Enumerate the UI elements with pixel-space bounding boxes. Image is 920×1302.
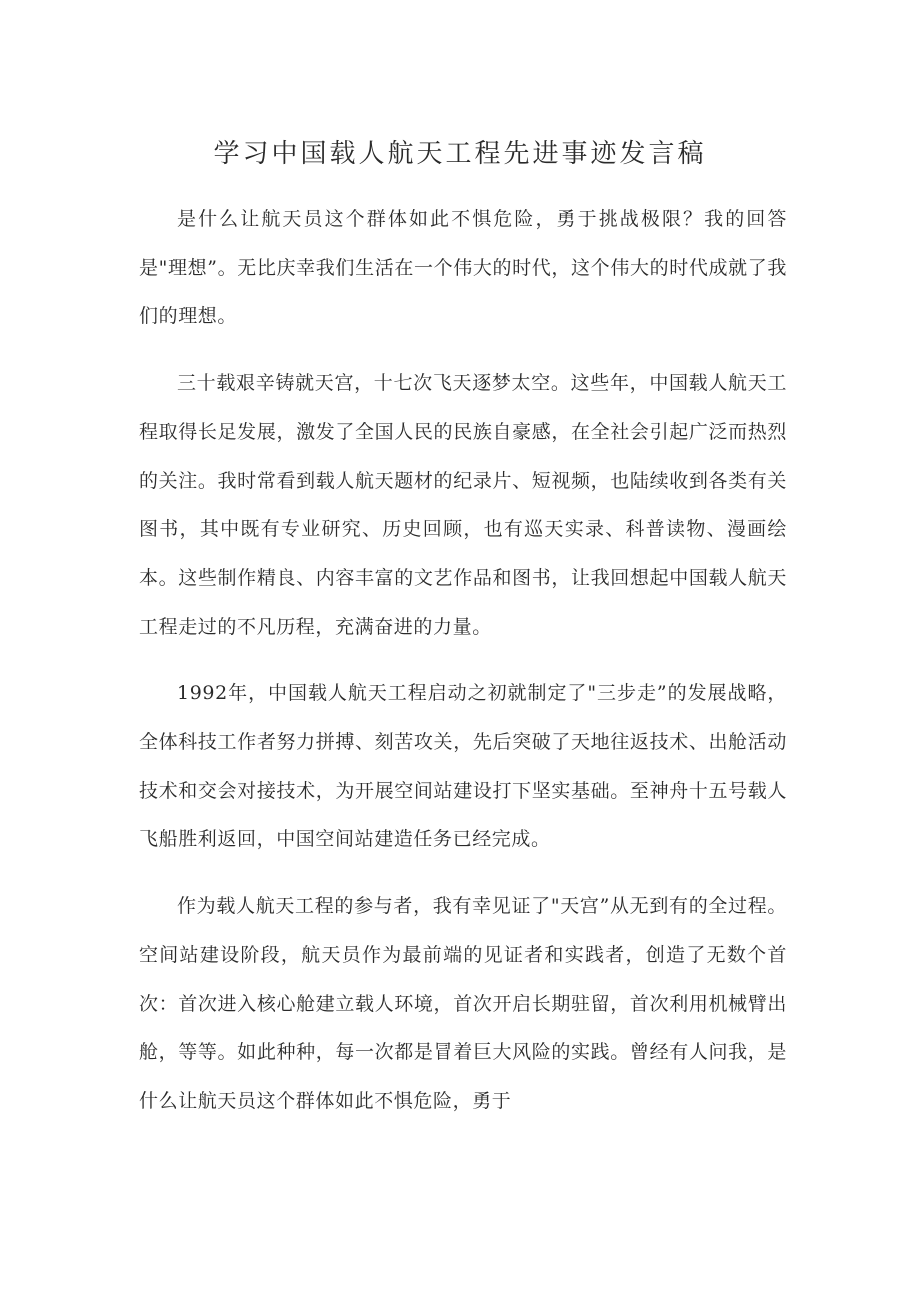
document-title: 学习中国载人航天工程先进事迹发言稿 bbox=[213, 139, 707, 169]
paragraph-1: 是什么让航天员这个群体如此不惧危险，勇于挑战极限？我的回答是"理想”。无比庆幸我们生活在一个伟大的时代，这个伟大的时代成就了我们的理想。 bbox=[139, 208, 787, 328]
paragraph-4: 作为载人航天工程的参与者，我有幸见证了"天宫”从无到有的全过程。空间站建设阶段，航天员作为最前端的见证者和实践者，创造了无数个首次：首次进入核心舱建立载人环境，首次开启长期驻留，首次利用机械臂出舱，等等。如此种种，每一次都是冒着巨大风险的实践。曾经有人问我，是什么让航天员这个群体如此不惧危险，勇于 bbox=[139, 895, 787, 1112]
document-body bbox=[139, 195, 787, 1144]
paragraph-3: 1992年，中国载人航天工程启动之初就制定了"三步走”的发展战略，全体科技工作者努力拼搏、刻苦攻关，先后突破了天地往返技术、出舱活动技术和交会对接技术，为开展空间站建设打下坚实基础。至神舟十五号载人飞船胜利返回，中国空间站建造任务已经完成。 bbox=[139, 682, 787, 851]
paragraph-2: 三十载艰辛铸就天宫，十七次飞天逐梦太空。这些年，中国载人航天工程取得长足发展，激发了全国人民的民族自豪感，在全社会引起广泛而热烈的关注。我时常看到载人航天题材的纪录片、短视频，也陆续收到各类有关图书，其中既有专业研究、历史回顾，也有巡天实录、科普读物、漫画绘本。这些制作精良、内容丰富的文艺作品和图书，让我回想起中国载人航天工程走过的不凡历程，充满奋进的力量。 bbox=[139, 372, 787, 638]
